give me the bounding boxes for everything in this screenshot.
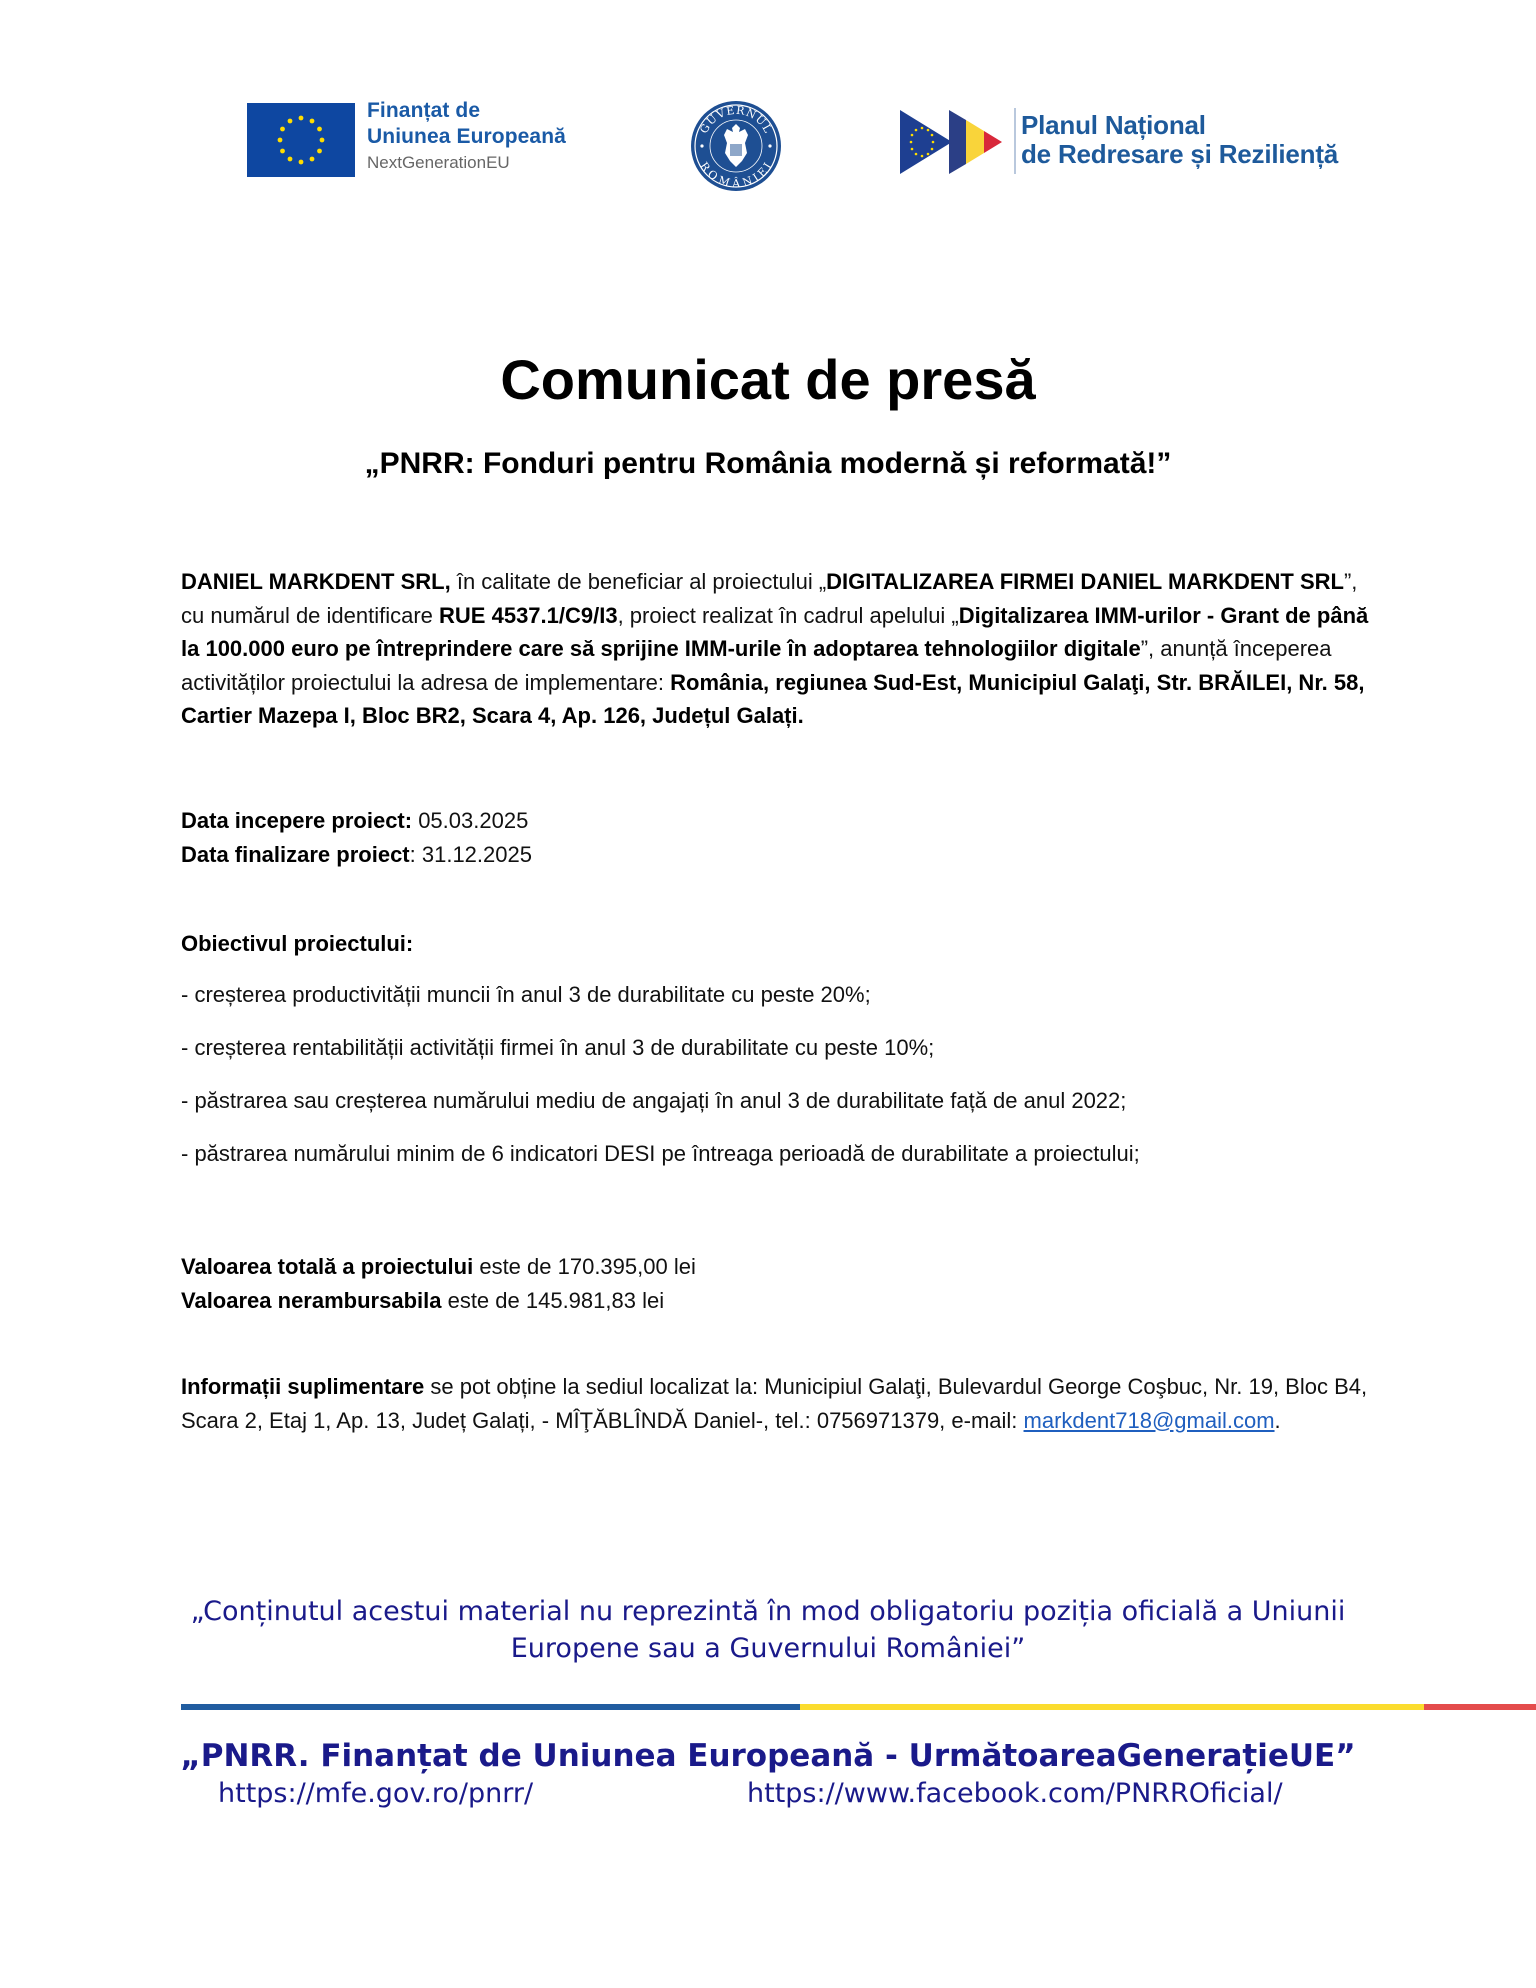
- government-seal-icon: [690, 100, 782, 192]
- start-date-row: [181, 804, 1371, 838]
- color-bar-red: [1424, 1704, 1536, 1710]
- facebook-pnrr-link[interactable]: https://www.facebook.com/PNRROficial/: [747, 1778, 1283, 1809]
- end-date-row: [181, 838, 1371, 872]
- objective-item: - păstrarea numărului minim de 6 indicatori DESI pe întreaga perioadă de durabilitate a proiectului;: [181, 1141, 1140, 1166]
- objectives-heading: Obiectivul proiectului:: [181, 931, 414, 956]
- color-bar-blue: [181, 1704, 800, 1710]
- eu-label-line3: NextGenerationEU: [367, 153, 510, 172]
- footer-color-bar: [181, 1704, 1536, 1710]
- objective-item: - creșterea rentabilității activității firmei în anul 3 de durabilitate cu peste 10%;: [181, 1035, 935, 1060]
- project-dates: [181, 804, 1371, 871]
- romanian-government-seal-logo: [690, 100, 782, 192]
- implementation-address: România, regiunea Sud-Est, Municipiul Galaţi, Str. BRĂILEI, Nr. 58, Cartier Mazepa I, Bloc BR2, Scara 4, Ap. 126, Județul Galați.: [181, 669, 1365, 728]
- total-value-text: este de 170.395,00 lei: [473, 1254, 696, 1279]
- additional-info-paragraph: [181, 1370, 1371, 1437]
- intro-text-3: , proiect realizat în cadrul apelului „: [617, 602, 959, 628]
- page-title: Comunicat de presă: [500, 348, 1036, 411]
- nonrefundable-value-row: [181, 1284, 1371, 1318]
- color-bar-yellow: [800, 1704, 1424, 1710]
- pnrr-logo-label: [1021, 111, 1338, 169]
- pnrr-arrows-icon: [900, 108, 1018, 176]
- additional-info-label: Informații suplimentare: [181, 1374, 425, 1399]
- start-date-value: 05.03.2025: [412, 808, 529, 833]
- total-value-row: [181, 1250, 1371, 1284]
- eu-flag-logo: [247, 103, 355, 177]
- svg-text:ROMÂNIEI: ROMÂNIEI: [697, 159, 776, 191]
- eu-stars-icon: [247, 103, 355, 177]
- eu-label-line2: Uniunea Europeană: [367, 125, 566, 148]
- start-date-label: Data incepere proiect:: [181, 808, 413, 833]
- contact-email-link[interactable]: markdent718@gmail.com: [1023, 1407, 1275, 1433]
- call-name: Digitalizarea IMM-urilor - Grant de până la 100.000 euro pe întreprindere care să sprijine IMM-urile în adoptarea tehnologiilor digitale: [181, 602, 1369, 661]
- eu-disclaimer: „Conținutul acestui material nu reprezintă în mod obligatoriu poziția oficială a Uniunii Europene sau a Guvernului României”: [190, 1596, 1346, 1664]
- mfe-pnrr-link[interactable]: https://mfe.gov.ro/pnrr/: [218, 1778, 534, 1809]
- pnrr-logo-divider: [1014, 108, 1016, 174]
- intro-text-2: ”, cu numărul de identificare: [181, 569, 1358, 628]
- pnrr-label-line2: de Redresare și Reziliență: [1021, 139, 1339, 169]
- project-name: DIGITALIZAREA FIRMEI DANIEL MARKDENT SRL: [826, 569, 1344, 594]
- svg-text:GUVERNUL: GUVERNUL: [697, 103, 775, 136]
- eu-label-line1: Finanțat de: [367, 99, 481, 122]
- nonrefundable-value-text: este de 145.981,83 lei: [441, 1287, 665, 1313]
- eu-funding-label: [367, 100, 566, 171]
- end-date-value: : 31.12.2025: [409, 841, 532, 867]
- end-date-label: Data finalizare proiect: [181, 841, 410, 867]
- additional-info-end: .: [1274, 1407, 1281, 1433]
- project-id: RUE 4537.1/C9/I3: [439, 602, 618, 628]
- footer-slogan: „PNRR. Finanțat de Uniunea Europeană - UrmătoareaGenerațieUE”: [180, 1738, 1356, 1774]
- intro-text-4: ”, anunță începerea activităților proiectului la adresa de implementare:: [181, 636, 1332, 695]
- total-value-label: Valoarea totală a proiectului: [181, 1254, 474, 1279]
- additional-info-text: se pot obține la sediul localizat la: Municipiul Galaţi, Bulevardul George Coşbuc, Nr. 19, Bloc B4, Scara 2, Etaj 1, Ap. 13, Județ Galați, - MÎŢĂBLÎNDĂ Daniel-, tel.: 0756971379, e-mail:: [181, 1374, 1368, 1433]
- pnrr-label-line1: Planul Național: [1021, 110, 1206, 140]
- objective-item: - păstrarea sau creșterea numărului mediu de angajați în anul 3 de durabilitate față de anul 2022;: [181, 1088, 1127, 1113]
- nonrefundable-value-label: Valoarea nerambursabila: [181, 1287, 442, 1313]
- objective-item: - creșterea productivității muncii în anul 3 de durabilitate cu peste 20%;: [181, 982, 871, 1007]
- intro-text-1: în calitate de beneficiar al proiectului „: [450, 569, 827, 594]
- project-values: [181, 1250, 1371, 1317]
- beneficiary-name: DANIEL MARKDENT SRL,: [181, 569, 451, 594]
- intro-paragraph: [181, 565, 1371, 733]
- page-subtitle: „PNRR: Fonduri pentru România modernă și reformată!”: [364, 447, 1172, 480]
- pnrr-arrows-logo: [900, 108, 1018, 176]
